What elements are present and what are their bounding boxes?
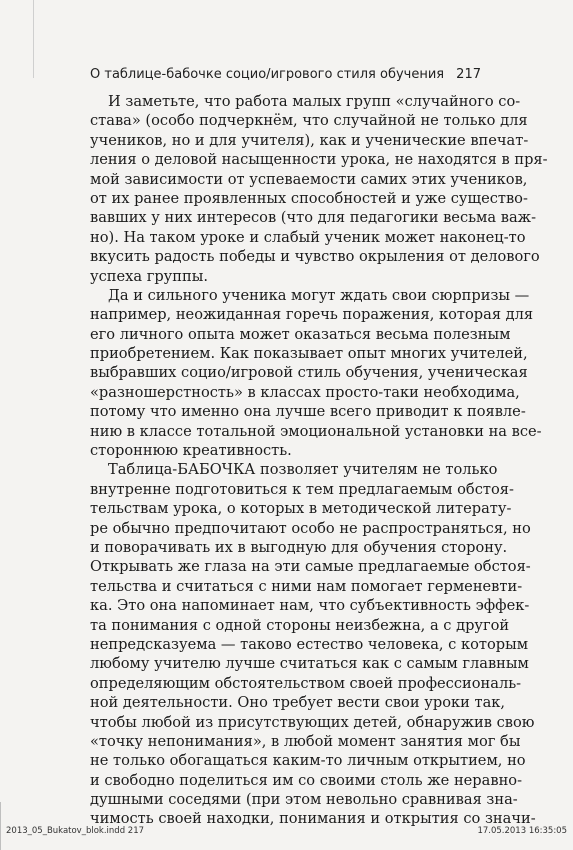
text-line: душными соседями (при этом невольно сравнивая зна- [90,791,518,809]
text-line: тельствам урока, о которых в методической литерату- [90,500,512,518]
text-line: Да и сильного ученика могут ждать свои сюрпризы — [108,286,530,304]
text-line: потому что именно она лучше всего приводит к появле- [90,403,526,421]
text-line: его личного опыта может оказаться весьма полезным [90,325,511,343]
text-line: приобретением. Как показывает опыт многих учителей, [90,345,528,363]
text-line: вавших у них интересов (что для педагогики весьма важ- [90,209,537,227]
text-line: определяющим обстоятельством своей профессиональ- [90,674,522,692]
page-number: 217 [456,67,481,82]
text-line: ре обычно предпочитают особо не распространяться, но [90,519,531,537]
text-line: и поворачивать их в выгодную для обучения сторону. [90,538,508,556]
text-line: Таблица-БАБОЧКА позволяет учителям не только [108,461,498,479]
print-slug [6,826,567,836]
text-line: И заметьте, что работа малых групп «случайного со- [108,93,521,110]
text-line: Открывать же глаза на эти самые предлагаемые обстоя- [90,558,531,576]
text-line: любому учителю лучше считаться как с самым главным [90,655,529,673]
text-line: става» (особо подчеркнём, что случайной не только для [90,112,528,130]
text-line: чимость своей находки, понимания и открытия со значи- [90,810,536,828]
text-line: выбравших социо/игровой стиль обучения, ученическая [90,364,528,382]
text-line: «точку непонимания», в любой момент занятия мог бы [90,732,521,750]
text-line: чтобы любой из присутствующих детей, обнаружив свою [90,713,535,731]
text-line: ления о деловой насыщенности урока, не находятся в пря- [90,151,548,169]
text-line: та понимания с одной стороны неизбежна, а с другой [90,616,510,634]
text-line: учеников, но и для учителя), как и ученические впечат- [90,131,529,149]
text-line: стороннюю креативность. [90,442,292,460]
text-line: мой зависимости от успеваемости самих этих учеников, [90,170,528,188]
text-line: тельства и считаться с ними нам помогает герменевти- [90,577,523,595]
page-body [90,92,548,829]
text-line: успеха группы. [90,267,208,285]
text-line: например, неожиданная горечь поражения, которая для [90,306,534,324]
slug-filename: 2013_05_Bukatov_blok.indd 217 [6,826,145,836]
text-line: вкусить радость победы и чувство окрыления от делового [90,248,540,266]
text-line: не только обогащаться каким-то личным открытием, но [90,752,526,770]
text-line: ной деятельности. Оно требует вести свои уроки так, [90,694,506,712]
crop-mark-top [33,0,34,78]
text-line: но). На таком уроке и слабый ученик может наконец-то [90,228,526,246]
text-line: и свободно поделиться им со своими столь же неравно- [90,771,523,789]
text-line: от их ранее проявленных способностей и уже существо- [90,189,528,207]
running-title: О таблице-бабочке социо/игрового стиля обучения [90,67,445,82]
text-line: внутренне подготовиться к тем предлагаемым обстоя- [90,480,514,498]
running-header [90,67,481,82]
slug-timestamp: 17.05.2013 16:35:05 [477,826,567,836]
crop-mark-bottom [0,802,1,850]
text-line: «разношерстность» в классах просто-таки необходима, [90,383,520,401]
text-line: нию в классе тотальной эмоциональной установки на все- [90,422,542,440]
text-line: ка. Это она напоминает нам, что субъективность эффек- [90,597,530,615]
text-line: непредсказуема — таково естество человека, с которым [90,635,529,653]
